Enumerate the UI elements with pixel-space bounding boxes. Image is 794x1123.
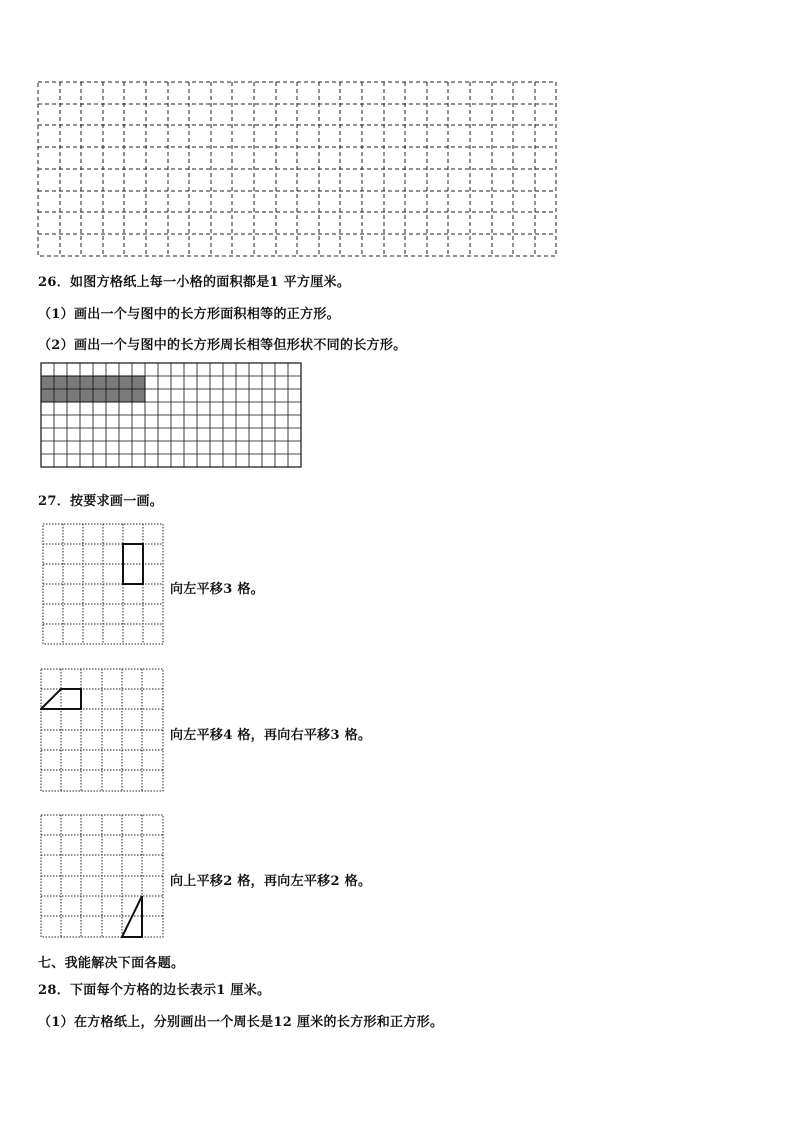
section7-title: 七、我能解决下面各题。: [38, 956, 185, 971]
q27-instruction-3: 向上平移2 格，再向左平移2 格。: [170, 874, 372, 889]
q26-part1: （1）画出一个与图中的长方形面积相等的正方形。: [38, 307, 340, 322]
q26-grid[interactable]: [0, 355, 320, 480]
q27-grid-c[interactable]: [40, 814, 166, 940]
q27-instruction-1: 向左平移3 格。: [170, 582, 264, 597]
q26-title: 26．如图方格纸上每一小格的面积都是1 平方厘米。: [38, 275, 351, 290]
top-dashed-grid[interactable]: [0, 0, 794, 270]
q26-part2: （2）画出一个与图中的长方形周长相等但形状不同的长方形。: [38, 338, 407, 353]
q27-instruction-2: 向左平移4 格，再向右平移3 格。: [170, 728, 372, 743]
q28-part1: （1）在方格纸上，分别画出一个周长是12 厘米的长方形和正方形。: [38, 1015, 444, 1030]
q27-grid-b[interactable]: [40, 668, 166, 794]
q27-grid-a[interactable]: [42, 523, 166, 649]
q27-title: 27．按要求画一画。: [38, 494, 164, 509]
q28-title: 28．下面每个方格的边长表示1 厘米。: [38, 983, 271, 998]
